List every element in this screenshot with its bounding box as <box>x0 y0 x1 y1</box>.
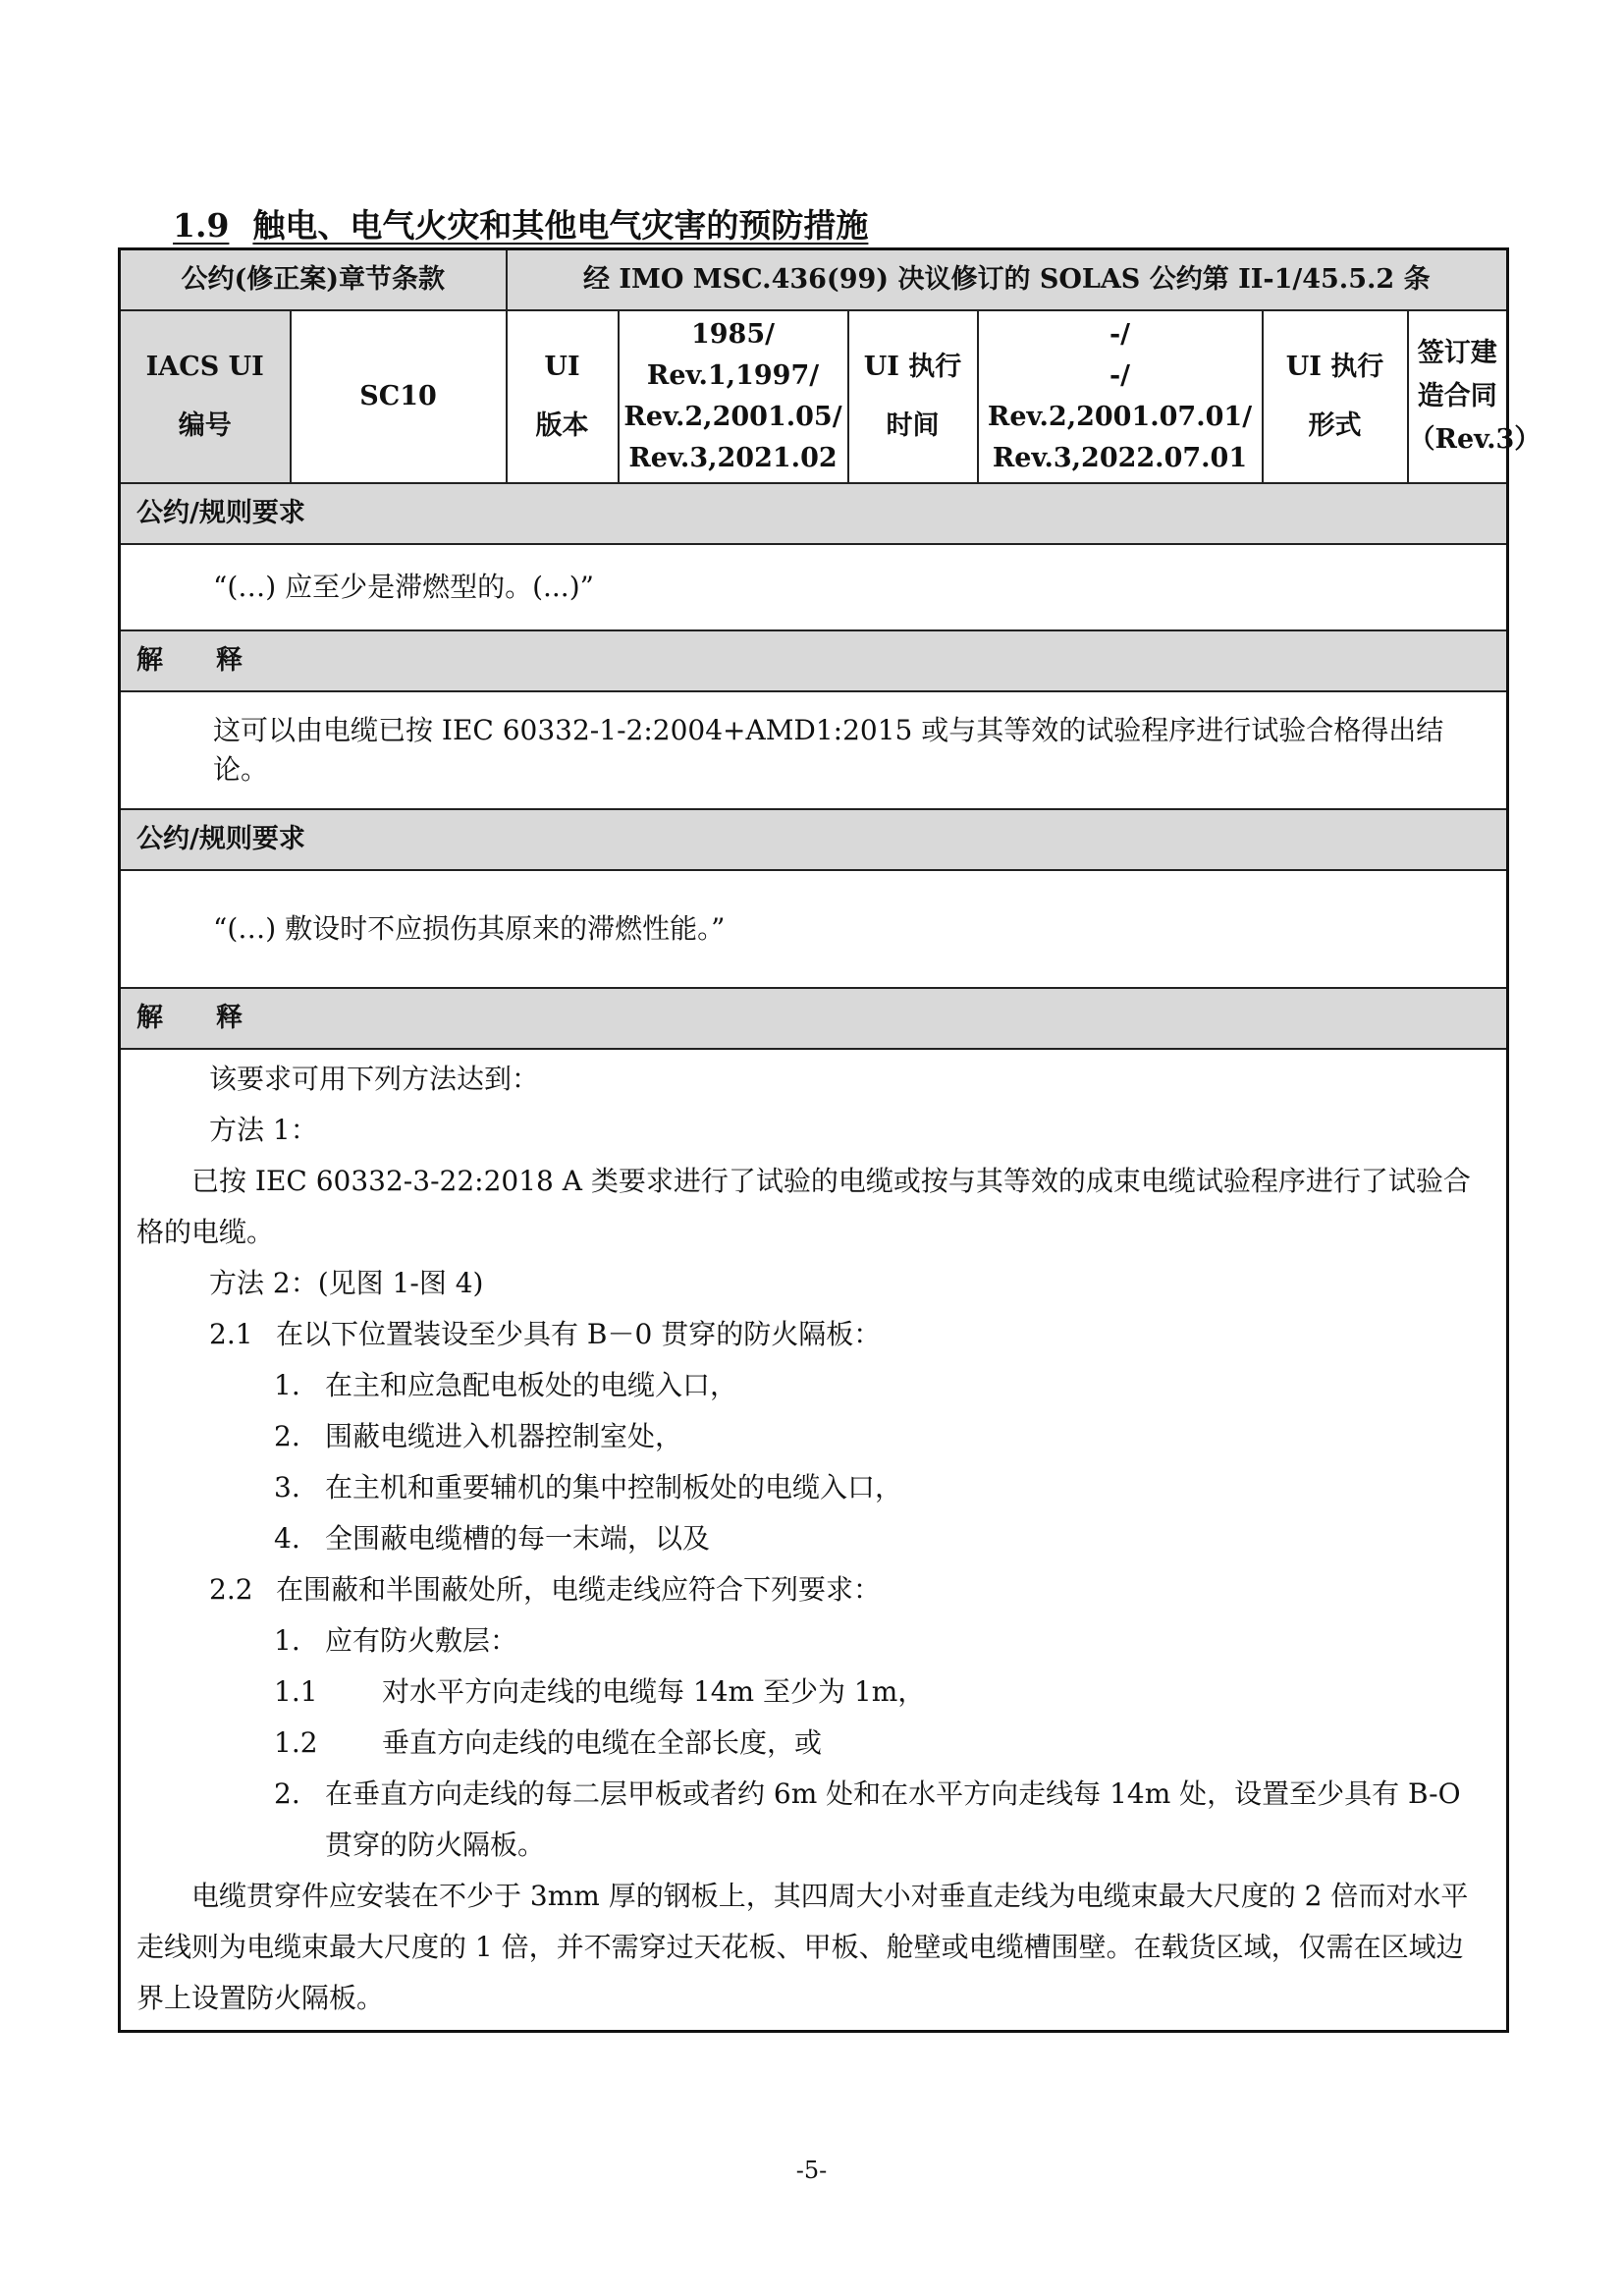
page-number: -5- <box>795 2157 828 2184</box>
item-number: 3. <box>274 1470 300 1503</box>
ui-version-label: UI 版本 <box>507 310 619 483</box>
requirement-text-row <box>120 544 1508 630</box>
item-number: 1. <box>274 1368 300 1401</box>
sub-item-text: 垂直方向走线的电缆在全部长度，或 <box>382 1725 823 1759</box>
item-number: 1. <box>274 1623 300 1657</box>
interpretation-heading: 解 释 <box>120 630 1508 691</box>
interpretation-text: 这可以由电缆已按 IEC 60332-1-2:2004+AMD1:2015 或与其等效的试验程序进行试验合格得出结论。 <box>213 714 1444 786</box>
closing-paragraph: 电缆贯穿件应安装在不少于 3mm 厚的钢板上，其四周大小对垂直走线为电缆束最大尺度的 2 倍而对水平走线则为电缆束最大尺度的 1 倍，并不需穿过天花板、甲板、舱壁或电缆槽围壁。在载货区域，仅需在区域边界上设置防火隔板。 <box>136 1879 1469 2014</box>
sub-item <box>136 1667 1487 1718</box>
list-item <box>136 1769 1487 1871</box>
clause-2-2 <box>136 1564 1487 1615</box>
clause-number: 2.1 <box>209 1317 253 1350</box>
sub-item <box>136 1718 1487 1769</box>
ui-version-values: 1985/ Rev.1,1997/ Rev.2,2001.05/ Rev.3,2021.02 <box>619 310 848 483</box>
list-item <box>136 1513 1487 1564</box>
method1-title: 方法 1： <box>209 1113 318 1146</box>
requirement-table <box>118 247 1542 2033</box>
requirement-text-row <box>120 870 1508 988</box>
clause-text: 在围蔽和半围蔽处所，电缆走线应符合下列要求： <box>276 1572 882 1606</box>
methods-row <box>120 1049 1508 2032</box>
section-title <box>173 200 868 246</box>
convention-row <box>120 249 1508 310</box>
requirement-heading: 公约/规则要求 <box>120 809 1508 870</box>
item-number: 4. <box>274 1521 300 1555</box>
ui-code-label: IACS UI 编号 <box>120 310 291 483</box>
section-title-text: 触电、电气火灾和其他电气灾害的预防措施 <box>252 206 869 245</box>
ui-code-value: SC10 <box>291 310 507 483</box>
item-text: 在垂直方向走线的每二层甲板或者约 6m 处和在水平方向走线每 14m 处，设置至少具有 B-O 贯穿的防火隔板。 <box>325 1777 1461 1861</box>
item-text: 全围蔽电缆槽的每一末端，以及 <box>325 1521 711 1555</box>
section-number: 1.9 <box>173 206 230 245</box>
requirement-heading-row <box>120 809 1508 870</box>
item-number: 2. <box>274 1777 300 1810</box>
convention-label: 公约(修正案)章节条款 <box>120 249 507 310</box>
requirement-heading-row <box>120 483 1508 544</box>
interpretation-heading: 解 释 <box>120 988 1508 1049</box>
ui-info-row <box>120 310 1508 483</box>
interpretation-heading-row <box>120 630 1508 691</box>
item-text: 在主机和重要辅机的集中控制板处的电缆入口， <box>325 1470 903 1503</box>
ui-exec-form-values: 签订建 造合同 （Rev.3） <box>1408 310 1508 483</box>
item-number: 2. <box>274 1419 300 1452</box>
list-item <box>136 1615 1487 1667</box>
sub-item-number: 1.2 <box>274 1725 318 1759</box>
item-text: 应有防火敷层： <box>325 1623 518 1657</box>
clause-2-1 <box>136 1309 1487 1360</box>
requirement-quote: “(…) 应至少是滞燃型的。(...)” <box>213 570 594 603</box>
ui-exec-form-label: UI 执行 形式 <box>1263 310 1408 483</box>
clause-number: 2.2 <box>209 1572 253 1606</box>
clause-text: 在以下位置装设至少具有 B－0 贯穿的防火隔板： <box>276 1317 882 1350</box>
method2-title: 方法 2：(见图 1-图 4) <box>209 1266 484 1299</box>
ui-exec-time-values: -/ -/ Rev.2,2001.07.01/ Rev.3,2022.07.01 <box>978 310 1263 483</box>
list-item <box>136 1462 1487 1513</box>
list-item <box>136 1360 1487 1411</box>
method1-text: 已按 IEC 60332-3-22:2018 A 类要求进行了试验的电缆或按与其等效的成束电缆试验程序进行了试验合格的电缆。 <box>136 1164 1471 1248</box>
list-item <box>136 1411 1487 1462</box>
requirement-heading: 公约/规则要求 <box>120 483 1508 544</box>
interpretation-text-row <box>120 691 1508 809</box>
sub-item-number: 1.1 <box>274 1674 318 1708</box>
requirement-quote: “(…) 敷设时不应损伤其原来的滞燃性能。” <box>213 911 726 945</box>
convention-value: 经 IMO MSC.436(99) 决议修订的 SOLAS 公约第 II-1/45.5.2 条 <box>507 249 1508 310</box>
interpretation-heading-row <box>120 988 1508 1049</box>
sub-item-text: 对水平方向走线的电缆每 14m 至少为 1m， <box>382 1674 926 1708</box>
item-text: 在主和应急配电板处的电缆入口， <box>325 1368 738 1401</box>
item-text: 围蔽电缆进入机器控制室处， <box>325 1419 683 1452</box>
ui-exec-time-label: UI 执行 时间 <box>848 310 978 483</box>
methods-intro: 该要求可用下列方法达到： <box>209 1062 540 1095</box>
